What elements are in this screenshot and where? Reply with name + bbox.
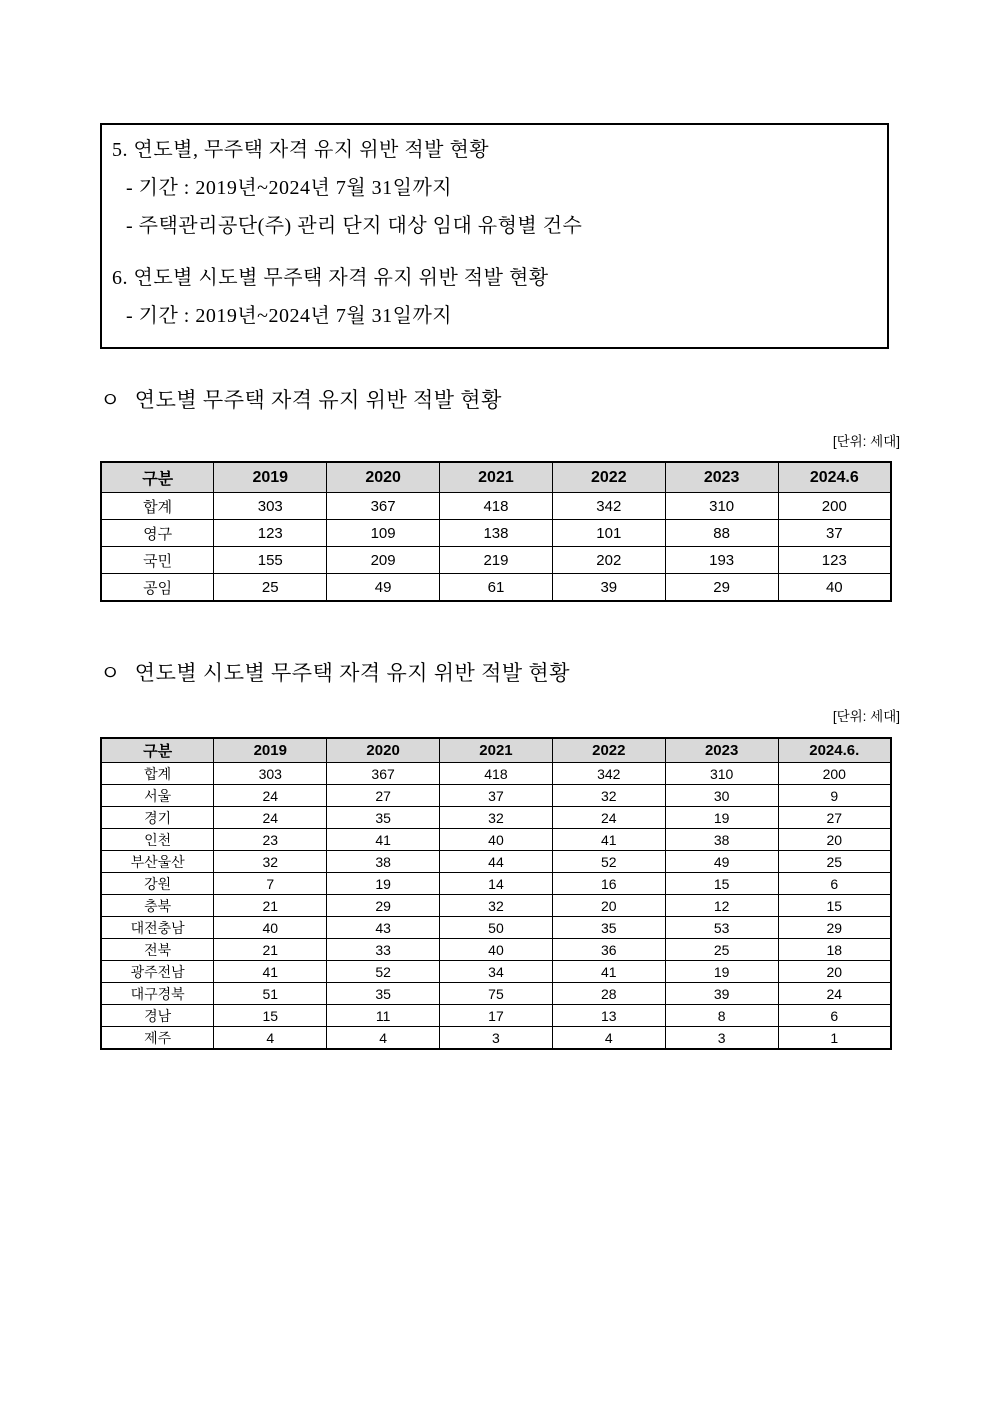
table-row (101, 895, 891, 917)
cell-value: 30 (665, 785, 778, 807)
cell-value: 418 (440, 763, 553, 785)
column-header-year: 2021 (440, 462, 553, 493)
table-row (101, 1005, 891, 1027)
cell-value: 18 (778, 939, 891, 961)
column-header-year: 2022 (552, 462, 665, 493)
cell-value: 34 (440, 961, 553, 983)
cell-value: 123 (214, 520, 327, 547)
cell-value: 23 (214, 829, 327, 851)
row-label: 서울 (101, 785, 214, 807)
cell-value: 123 (778, 547, 891, 574)
column-header-year: 2021 (440, 738, 553, 763)
cell-value: 24 (214, 785, 327, 807)
cell-value: 6 (778, 873, 891, 895)
cell-value: 35 (327, 807, 440, 829)
section2-bullet: ㅇ (100, 661, 121, 685)
cell-value: 17 (440, 1005, 553, 1027)
cell-value: 3 (665, 1027, 778, 1050)
cell-value: 21 (214, 895, 327, 917)
cell-value: 19 (665, 961, 778, 983)
cell-value: 303 (214, 493, 327, 520)
table-row (101, 829, 891, 851)
notice-item-5-period: - 기간 : 2019년~2024년 7월 31일까지 (126, 177, 453, 199)
row-label: 경남 (101, 1005, 214, 1027)
table-row (101, 1027, 891, 1050)
cell-value: 21 (214, 939, 327, 961)
cell-value: 4 (552, 1027, 665, 1050)
cell-value: 49 (327, 574, 440, 602)
cell-value: 36 (552, 939, 665, 961)
cell-value: 41 (214, 961, 327, 983)
column-header-year: 2022 (552, 738, 665, 763)
cell-value: 367 (327, 493, 440, 520)
cell-value: 35 (327, 983, 440, 1005)
cell-value: 200 (778, 493, 891, 520)
column-header-year: 2023 (665, 738, 778, 763)
cell-value: 101 (552, 520, 665, 547)
cell-value: 342 (552, 763, 665, 785)
cell-value: 88 (665, 520, 778, 547)
cell-value: 29 (327, 895, 440, 917)
cell-value: 20 (778, 829, 891, 851)
cell-value: 41 (552, 829, 665, 851)
row-label: 인천 (101, 829, 214, 851)
cell-value: 7 (214, 873, 327, 895)
cell-value: 16 (552, 873, 665, 895)
regional-yearly-violation-table (100, 737, 892, 1050)
cell-value: 29 (778, 917, 891, 939)
table-header-row (101, 738, 891, 763)
cell-value: 11 (327, 1005, 440, 1027)
notice-item-6-period: - 기간 : 2019년~2024년 7월 31일까지 (126, 305, 453, 327)
cell-value: 51 (214, 983, 327, 1005)
cell-value: 52 (552, 851, 665, 873)
section1-unit-label: [단위: 세대] (832, 434, 900, 449)
cell-value: 32 (214, 851, 327, 873)
cell-value: 29 (665, 574, 778, 602)
cell-value: 310 (665, 763, 778, 785)
cell-value: 209 (327, 547, 440, 574)
cell-value: 40 (214, 917, 327, 939)
cell-value: 25 (214, 574, 327, 602)
yearly-violation-table (100, 461, 892, 602)
row-label: 부산울산 (101, 851, 214, 873)
cell-value: 28 (552, 983, 665, 1005)
notice-item-5-title: 5. 연도별, 무주택 자격 유지 위반 적발 현황 (112, 139, 490, 161)
cell-value: 20 (778, 961, 891, 983)
cell-value: 202 (552, 547, 665, 574)
cell-value: 35 (552, 917, 665, 939)
cell-value: 24 (778, 983, 891, 1005)
table-row (101, 851, 891, 873)
row-label: 제주 (101, 1027, 214, 1050)
row-label: 전북 (101, 939, 214, 961)
cell-value: 4 (214, 1027, 327, 1050)
cell-value: 15 (665, 873, 778, 895)
cell-value: 418 (440, 493, 553, 520)
table-row (101, 939, 891, 961)
row-label: 합계 (101, 763, 214, 785)
cell-value: 9 (778, 785, 891, 807)
cell-value: 44 (440, 851, 553, 873)
cell-value: 367 (327, 763, 440, 785)
cell-value: 310 (665, 493, 778, 520)
cell-value: 75 (440, 983, 553, 1005)
table-row (101, 917, 891, 939)
table-row (101, 873, 891, 895)
column-header-year: 2020 (327, 738, 440, 763)
cell-value: 14 (440, 873, 553, 895)
cell-value: 27 (778, 807, 891, 829)
cell-value: 32 (440, 895, 553, 917)
cell-value: 4 (327, 1027, 440, 1050)
cell-value: 200 (778, 763, 891, 785)
row-label: 국민 (101, 547, 214, 574)
cell-value: 38 (665, 829, 778, 851)
cell-value: 40 (440, 939, 553, 961)
cell-value: 8 (665, 1005, 778, 1027)
column-header-year: 2024.6 (778, 462, 891, 493)
cell-value: 193 (665, 547, 778, 574)
cell-value: 43 (327, 917, 440, 939)
cell-value: 37 (440, 785, 553, 807)
table-row (101, 807, 891, 829)
notice-item-5-scope: - 주택관리공단(주) 관리 단지 대상 임대 유형별 건수 (126, 215, 583, 237)
cell-value: 13 (552, 1005, 665, 1027)
table-row (101, 983, 891, 1005)
column-header-category: 구분 (101, 738, 214, 763)
table-row (101, 547, 891, 574)
table-row (101, 961, 891, 983)
notice-box (100, 123, 889, 349)
section2-title-text: 연도별 시도별 무주택 자격 유지 위반 적발 현황 (134, 661, 570, 685)
cell-value: 40 (778, 574, 891, 602)
table-row (101, 785, 891, 807)
row-label: 경기 (101, 807, 214, 829)
cell-value: 32 (552, 785, 665, 807)
cell-value: 24 (552, 807, 665, 829)
table-row (101, 763, 891, 785)
cell-value: 303 (214, 763, 327, 785)
cell-value: 25 (778, 851, 891, 873)
cell-value: 24 (214, 807, 327, 829)
notice-item-6-title: 6. 연도별 시도별 무주택 자격 유지 위반 적발 현황 (112, 267, 549, 289)
cell-value: 32 (440, 807, 553, 829)
cell-value: 41 (327, 829, 440, 851)
table-row (101, 493, 891, 520)
table-header-row (101, 462, 891, 493)
cell-value: 12 (665, 895, 778, 917)
cell-value: 15 (778, 895, 891, 917)
row-label: 충북 (101, 895, 214, 917)
row-label: 강원 (101, 873, 214, 895)
section1-title (100, 384, 502, 414)
section2-unit-label: [단위: 세대] (832, 709, 900, 724)
cell-value: 25 (665, 939, 778, 961)
cell-value: 40 (440, 829, 553, 851)
cell-value: 20 (552, 895, 665, 917)
row-label: 합계 (101, 493, 214, 520)
section1-title-text: 연도별 무주택 자격 유지 위반 적발 현황 (134, 388, 502, 412)
cell-value: 49 (665, 851, 778, 873)
row-label: 대전충남 (101, 917, 214, 939)
cell-value: 19 (665, 807, 778, 829)
cell-value: 15 (214, 1005, 327, 1027)
column-header-year: 2019 (214, 738, 327, 763)
cell-value: 19 (327, 873, 440, 895)
cell-value: 33 (327, 939, 440, 961)
table-row (101, 574, 891, 602)
row-label: 공임 (101, 574, 214, 602)
cell-value: 3 (440, 1027, 553, 1050)
table-row (101, 520, 891, 547)
cell-value: 155 (214, 547, 327, 574)
section2-title (100, 657, 570, 687)
cell-value: 27 (327, 785, 440, 807)
cell-value: 53 (665, 917, 778, 939)
column-header-year: 2019 (214, 462, 327, 493)
cell-value: 52 (327, 961, 440, 983)
section1-bullet: ㅇ (100, 388, 121, 412)
cell-value: 6 (778, 1005, 891, 1027)
row-label: 대구경북 (101, 983, 214, 1005)
cell-value: 219 (440, 547, 553, 574)
cell-value: 50 (440, 917, 553, 939)
cell-value: 37 (778, 520, 891, 547)
cell-value: 109 (327, 520, 440, 547)
column-header-year: 2020 (327, 462, 440, 493)
row-label: 영구 (101, 520, 214, 547)
cell-value: 39 (552, 574, 665, 602)
cell-value: 61 (440, 574, 553, 602)
cell-value: 38 (327, 851, 440, 873)
column-header-category: 구분 (101, 462, 214, 493)
column-header-year: 2024.6. (778, 738, 891, 763)
column-header-year: 2023 (665, 462, 778, 493)
cell-value: 342 (552, 493, 665, 520)
row-label: 광주전남 (101, 961, 214, 983)
cell-value: 1 (778, 1027, 891, 1050)
cell-value: 41 (552, 961, 665, 983)
cell-value: 138 (440, 520, 553, 547)
cell-value: 39 (665, 983, 778, 1005)
